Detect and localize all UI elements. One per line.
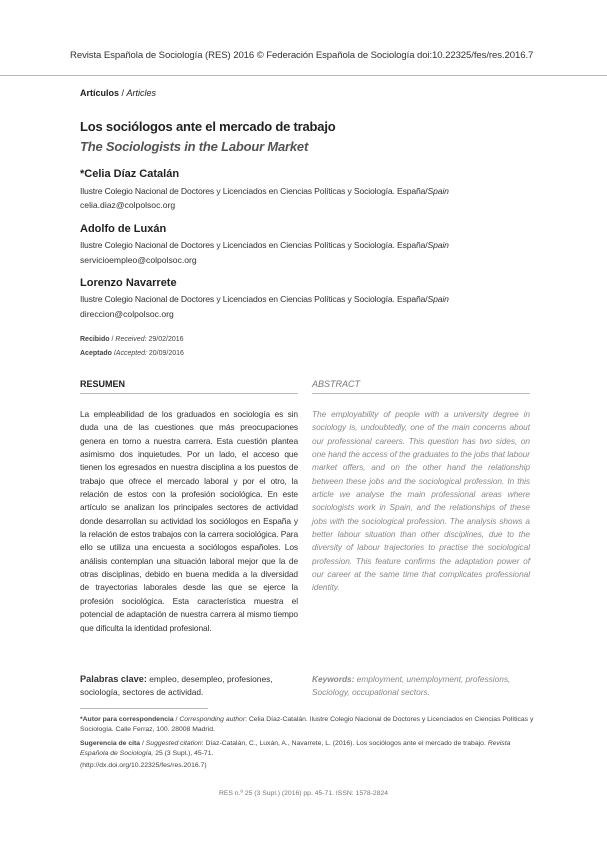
page-footer: RES n.º 25 (3 Supl.) (2016) pp. 45-71. ISSN: 1578-2824 bbox=[218, 790, 389, 797]
author-affiliation: Ilustre Colegio Nacional de Doctores y Licenciados en Ciencias Políticas y Sociología. España/Spain bbox=[80, 240, 449, 250]
author-name: *Celia Díaz Catalán bbox=[80, 168, 180, 180]
palabras-clave: Palabras clave: empleo, desempleo, profesiones, sociología, sectores de actividad. bbox=[80, 674, 273, 698]
author-name: Lorenzo Navarrete bbox=[80, 277, 177, 289]
doi-link[interactable]: (http://dx.doi.org/10.22325/fes/res.2016.7) bbox=[80, 762, 207, 769]
header-divider bbox=[0, 75, 607, 76]
received-date: Recibido / Received: 29/02/2016 bbox=[80, 336, 184, 343]
author-email[interactable]: servicioempleo@colpolsoc.org bbox=[80, 255, 197, 265]
section-label: Artículos / Articles bbox=[80, 88, 157, 98]
suggested-citation: Sugerencia de cita / Suggested citation: Díaz-Catalán, C., Luxán, A., Navarrete, L. (2016). Los sociólogos ante el mercado de trabajo. Revista Española de Sociología, 25 (3 Supl.), 45-71. bbox=[80, 740, 511, 757]
article-title: Los sociólogos ante el mercado de trabajo bbox=[80, 119, 336, 134]
resumen-text: La empleabilidad de los graduados en sociología es sin duda una de las cuestiones que más preocupaciones genera en torno a nuestra carrera. Esta cuestión plantea asimismo dos inquietudes. Por un lado, el acceso que tienen los egresados en nuestra disciplina a los puestos de trabajo que ofrece el mercado laboral y por el otro, la relación de estos con la profesión sociológica. En este artículo se analizan los principales sectores de actividad donde desarrollan su actividad los sociólogos en España y la relación de estos trabajos con la carrera sociológica. Para ello se utiliza una encuesta a sociólogos españoles. Los análisis contemplan una situación laboral mejor que la de otras disciplinas, debido en buena medida a la diversidad de trayectorias laborales desde las que se ejerce la profesión sociológica. Esta característica muestra el potencial de adaptación de nuestra carrera al mismo tiempo que dificulta la identidad profesional. bbox=[80, 409, 298, 633]
article-title-english: The Sociologists in the Labour Market bbox=[80, 139, 309, 154]
author-email[interactable]: direccion@colpolsoc.org bbox=[80, 309, 174, 319]
keywords: Keywords: employment, unemployment, professions, Sociology, occupational sectors. bbox=[312, 674, 511, 698]
author-name: Adolfo de Luxán bbox=[80, 223, 167, 235]
journal-header: Revista Española de Sociología (RES) 2016 © Federación Española de Sociología doi:10.22325/fes/res.2016.7 bbox=[70, 50, 534, 61]
author-affiliation: Ilustre Colegio Nacional de Doctores y Licenciados en Ciencias Políticas y Sociología. España/Spain bbox=[80, 186, 449, 196]
abstract-divider bbox=[312, 393, 530, 394]
abstract-heading: ABSTRACT bbox=[312, 379, 361, 389]
accepted-date: Aceptado /Accepted: 20/09/2016 bbox=[80, 350, 184, 357]
resumen-heading: RESUMEN bbox=[80, 379, 126, 389]
footnote-divider bbox=[80, 708, 208, 709]
corresponding-author-note: *Autor para correspondencia / Corresponding author: Celia Díaz-Catalán. Ilustre Colegio Nacional de Doctores y Licenciados en Ciencias Políticas y Sociología. Calle Ferraz, 100. 28008 Madrid. bbox=[80, 716, 534, 733]
abstract-text: The employability of people with a university degree in sociology is, undoubtedly, one of the main concerns about our professional careers. This question has two sides, on one hand the access of the graduates to the jobs that labour market offers, and on the other hand the relationship between these jobs and the sociological profession. In this article we analyse the main professional areas where sociologists work in Spain, and the relationships of these jobs with the sociological profession. The analysis shows a better labour situation than other disciplines, due to the diversity of labour trajectories to practise the sociological profession. This feature confirms the adaptation power of our career at the same time that complicates professional identity. bbox=[312, 409, 530, 593]
resumen-divider bbox=[80, 393, 298, 394]
author-email[interactable]: celia.diaz@colpolsoc.org bbox=[80, 200, 176, 210]
author-affiliation: Ilustre Colegio Nacional de Doctores y Licenciados en Ciencias Políticas y Sociología. España/Spain bbox=[80, 294, 449, 304]
